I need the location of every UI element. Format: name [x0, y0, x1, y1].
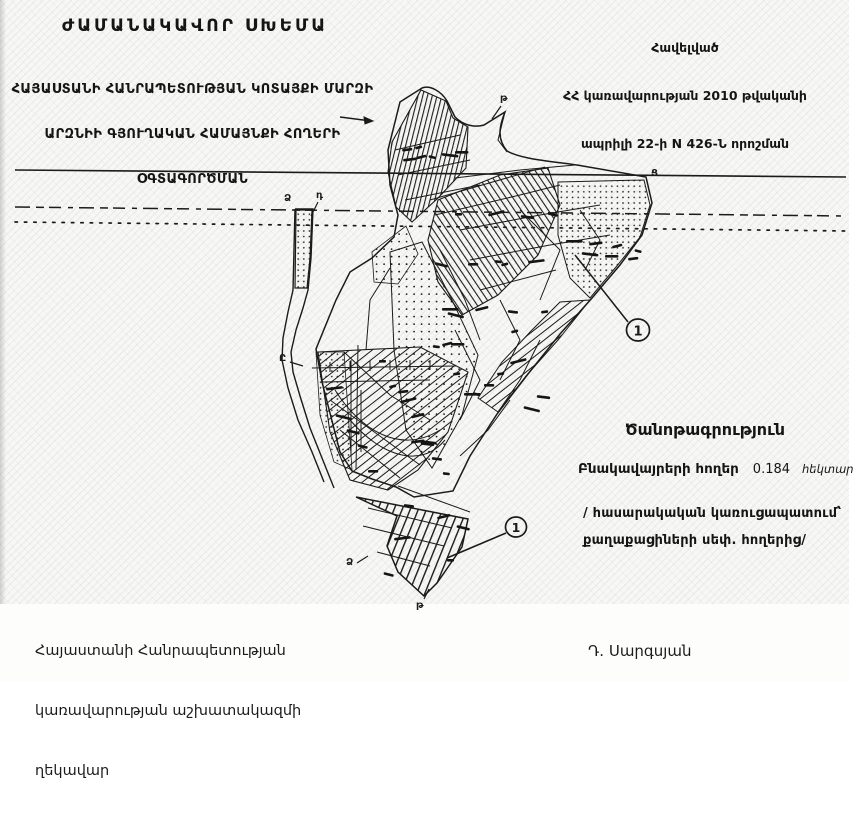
marker-number: 1: [511, 520, 521, 535]
legend-note-line-1: / հասարակական կառուցապատում՝: [583, 506, 842, 521]
annex-reference: [525, 8, 845, 184]
legend-entry-unit: հեկտար: [802, 462, 854, 476]
signatory-role-line-3: ղեկավար: [35, 763, 110, 779]
letter-east: Ց: [651, 168, 658, 179]
subtitle-line-1: ՀԱՅԱՍՏԱՆԻ ՀԱՆՐԱՊԵՏՈՒԹՅԱՆ ԿՈՏԱՅՔԻ ՄԱՐԶԻ: [11, 82, 374, 97]
signatory-role: [35, 601, 335, 821]
signatory-role-line-1: Հայաստանի Հանրապետության: [35, 643, 286, 659]
hatch-band-southeast: [478, 300, 590, 412]
map-subtitle: [0, 52, 385, 217]
marker-number: 1: [633, 324, 643, 340]
subtitle-line-3: ՕԳՏԱԳՈՐԾՄԱՆ: [136, 172, 249, 187]
subtitle-line-2: ԱՐԶՆԻԻ ԳՅՈՒՂԱԿԱՆ ՀԱՄԱՅՆՔԻ ՀՈՂԵՐԻ: [44, 127, 341, 142]
letter-north: թ: [500, 93, 508, 104]
legend-entry-value: 0.184: [752, 462, 791, 477]
annex-line-3: ապրիլի 22-ի N 426-Ն որոշման: [580, 136, 790, 151]
legend-entry-label: Բնակավայրերի հողեր: [578, 461, 739, 477]
letter-band-left: Ձ: [284, 193, 292, 204]
river-strip: [282, 209, 334, 488]
page-title: ԺԱՄԱՆԱԿԱՎՈՐ ՍԽԵՄԱ: [61, 16, 329, 36]
signatory-role-line-2: կառավարության աշխատակազմի: [35, 703, 302, 719]
dotted-region-east: [558, 180, 650, 298]
annex-line-2: ՀՀ կառավարության 2010 թվականի: [563, 88, 807, 103]
legend-entry: [578, 461, 854, 478]
legend-note-line-2: քաղաքացիների սեփ. հողերից/: [583, 533, 807, 548]
legend-title: Ծանոթագրություն: [624, 420, 786, 439]
annex-line-1: Հավելված: [651, 40, 719, 55]
letter-south-left: Ձ: [346, 557, 354, 568]
letter-west: Ը: [279, 353, 287, 364]
south-tail: [356, 497, 468, 596]
signature-name: Դ. Սարգսյան: [588, 642, 692, 660]
letter-band-right: դ: [316, 190, 324, 201]
letter-south-tip: թ: [416, 600, 424, 611]
